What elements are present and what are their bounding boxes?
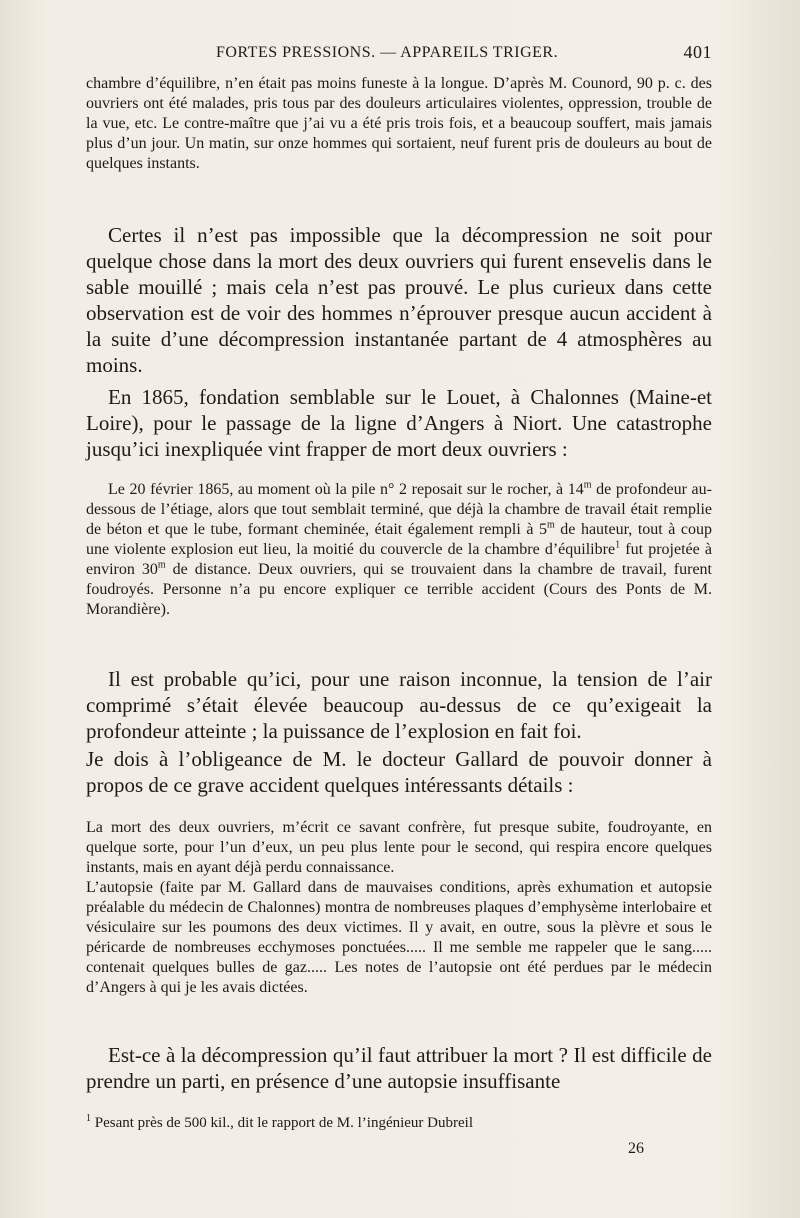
- paragraph-text: La mort des deux ouvriers, m’écrit ce savant confrère, fut presque subite, foudroyante, en quelque sorte, pour l’un d’eux, un peu plus lente pour le second, qui respira encore quelques instants, mais en ayant déjà perdu connaissance.: [86, 819, 712, 876]
- paragraph-text: En 1865, fondation semblable sur le Louet, à Chalonnes (Maine-et Loire), pour le passage de la ligne d’Angers à Niort. Une catastrophe jusqu’ici inexpliquée vint frapper de mort deux ouvriers :: [86, 385, 712, 461]
- paragraph-probable: [86, 666, 712, 744]
- paragraph-gallard: [86, 746, 712, 798]
- footnote-ref: 1: [615, 539, 621, 551]
- running-title: FORTES PRESSIONS. — APPAREILS TRIGER.: [216, 44, 559, 61]
- paragraph-decompression: [86, 222, 712, 378]
- paragraph-text: Je dois à l’obligeance de M. le docteur Gallard de pouvoir donner à propos de ce grave accident quelques intéressants détails :: [86, 747, 712, 797]
- quote-accident: [86, 480, 712, 620]
- paragraph-text: [86, 480, 712, 620]
- paragraph-text: L’autopsie (faite par M. Gallard dans de mauvaises conditions, après exhumation et autopsie préalable du médecin de Chalonnes) montra de nombreuses plaques d’emphysème interlobaire et vésiculaire sur les poumons des deux victimes. Il y avait, en outre, sous la plèvre et sous le péricarde de nombreuses ecchymoses ponctuées..... Il me semble me rappeler que le sang..... contenait quelques bulles de gaz..... Les notes de l’autopsie ont été perdues par le médecin d’Angers à qui je les avais dictées.: [86, 879, 712, 996]
- running-header: [86, 42, 712, 66]
- signature-mark: 26: [628, 1140, 644, 1157]
- superscript: m: [583, 479, 592, 491]
- paragraph-text: Certes il n’est pas impossible que la décompression ne soit pour quelque chose dans la mort des deux ouvriers qui furent ensevelis dans le sable mouillé ; mais cela n’est pas prouvé. Le plus curieux dans cette observation est de voir des hommes n’éprouver presque aucun accident à la suite d’une décompression instantanée partant de 4 atmosphères au moins.: [86, 223, 712, 377]
- paragraph-text: chambre d’équilibre, n’en était pas moins funeste à la longue. D’après M. Counord, 90 p. c. des ouvriers ont été malades, pris tous par des douleurs articulaires violentes, oppression, trouble de la vue, etc. Le contre-maître que j’ai vu a été pris trois fois, et a beaucoup souffert, mais jamais plus d’un jour. Un matin, sur onze hommes qui sortaient, neuf furent pris de douleurs au bout de quelques instants.: [86, 75, 712, 172]
- footnote-text: Pesant près de 500 kil., dit le rapport de M. l’ingénieur Dubreil: [91, 1115, 473, 1131]
- paragraph-continued: [86, 74, 712, 174]
- text-run: Le 20 février 1865, au moment où la pile n° 2 reposait sur le rocher, à 14: [108, 481, 584, 498]
- text-run: de distance. Deux ouvriers, qui se trouvaient dans la chambre de travail, furent foudroyés. Personne n’a pu encore expliquer ce terrible accident (Cours des Ponts de M. Morandière).: [86, 561, 713, 618]
- page-number: 401: [683, 42, 712, 62]
- text-run: de hauteur, tout à coup une violente explosion eut lieu, la moitié du couvercle de la chambre d’équilibre: [86, 521, 713, 558]
- quote-autopsy: [86, 818, 712, 998]
- text-run: fut projetée à environ 30: [86, 541, 712, 578]
- paragraph-text: Est-ce à la décompression qu’il faut attribuer la mort ? Il est difficile de prendre un parti, en présence d’une autopsie insuffisante: [86, 1043, 712, 1093]
- text-run: de profondeur au-dessous de l’étiage, alors que tout semblait terminé, que déjà la chambre de travail était remplie de béton et que le tube, formant cheminée, était également rempli à 5: [86, 481, 712, 538]
- footnote: [86, 1114, 712, 1132]
- paragraph-text: Il est probable qu’ici, pour une raison inconnue, la tension de l’air comprimé s’était élevée beaucoup au-dessus de ce qu’exigeait la profondeur atteinte ; la puissance de l’explosion en fait foi.: [86, 667, 712, 743]
- paragraph-attribution: [86, 1042, 712, 1094]
- superscript: m: [546, 519, 555, 531]
- superscript: m: [157, 559, 166, 571]
- footnote-mark: 1: [86, 1113, 91, 1124]
- paragraph-1865: [86, 384, 712, 462]
